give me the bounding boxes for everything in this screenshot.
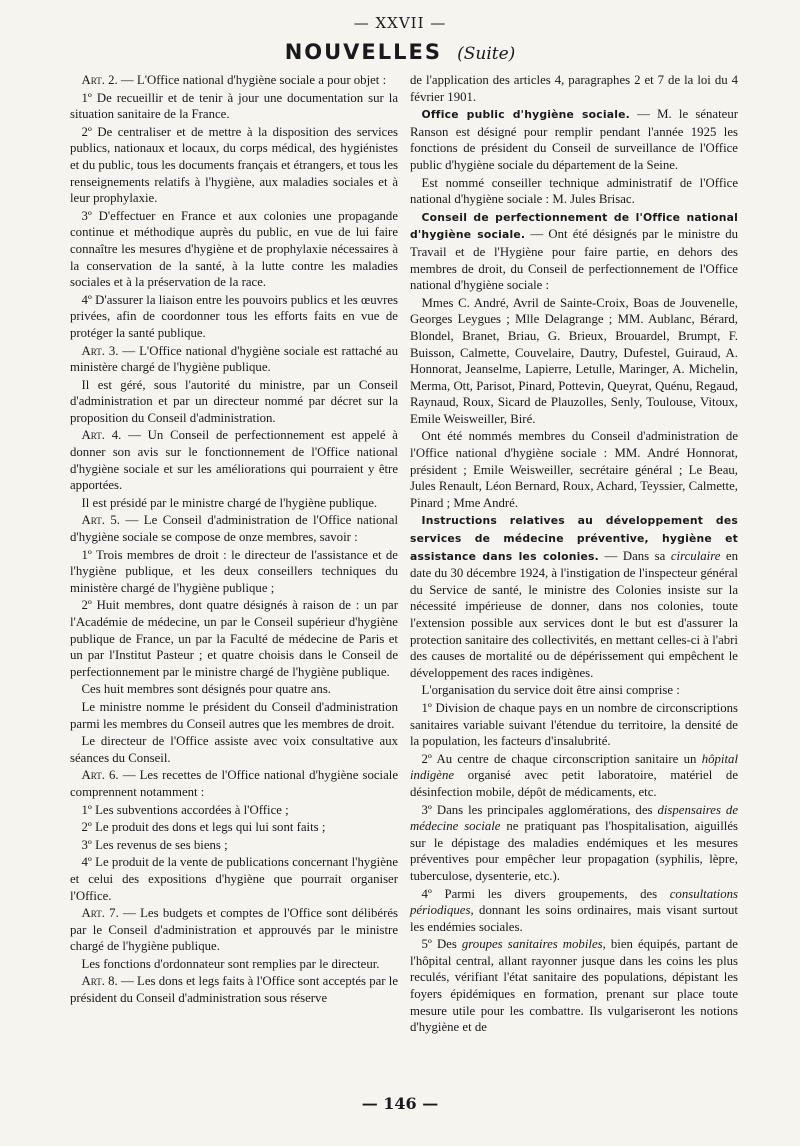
right-column: [410, 72, 738, 1037]
organisation-item-2: 2º Au centre de chaque circonscription sanitaire un hôpital indigène organisé avec petit laboratoire, matériel de désinfection mobile, dépôt de médicaments, etc.: [410, 751, 738, 799]
news-colonies-instructions: Instructions relatives au développement des services de médecine préventive, hygiène et assistance dans les colonies. — Dans sa circulaire en date du 30 décembre 1924, à l'instigation de l'inspecteur général du Service de santé, le ministre des Colonies insiste sur la nécessité impérieuse de donner, dans nos colonies, toute l'extension possible aux services dont le but est d'assurer la protection sanitaire des collectivités, en mettant celles-ci à l'abri des causes de mortalité ou de dépérissement qui empêchent le développement des races indigènes.: [410, 514, 739, 680]
news-brisac-appointment: Est nommé conseiller technique administratif de l'Office national d'hygiène sociale : M. Jules Brisac.: [410, 175, 738, 207]
organisation-item-1: 1º Division de chaque pays en un nombre de circonscriptions sanitaires variable suivant l'étendue du territoire, la densité de la population, les facteurs d'insalubrité.: [410, 700, 738, 749]
news-heading: Office public d'hygiène sociale.: [421, 108, 630, 122]
article-4: Art. 4. — Un Conseil de perfectionnement est appelé à donner son avis sur le fonctionnement de l'Office national d'hygiène sociale et sur les améliorations qui pourraient y être apportées.: [70, 428, 398, 493]
article-2-item-4: 4º D'assurer la liaison entre les pouvoirs publics et les œuvres privées, afin de coordonner tous les efforts faits en vue de protéger la santé publique.: [70, 292, 398, 340]
news-conseil-perfectionnement: Conseil de perfectionnement de l'Office national d'hygiène sociale. — Ont été désignés par le ministre du Travail et de l'Hygiène pour faire partie, en dehors des membres de droit, du Conseil de perfectionnement de l'Office national d'hygiène sociale :: [410, 210, 738, 293]
section-title: [0, 40, 800, 64]
article-2-item-3: 3º D'effectuer en France et aux colonies une propagande continue et méthodique auprès du public, en vue de lui faire connaître les mesures d'hygiène et de prophylaxie nécessaires à la conservation de la santé, à la lutte contre les maladies sociales et à la préservation de la race.: [70, 208, 398, 290]
roman-page-numeral: — XXVII —: [353, 14, 447, 32]
article-8: Art. 8. — Les dons et legs faits à l'Office sont acceptés par le président du Conseil d'administration sous réserve: [70, 974, 399, 1006]
article-6: Art. 6. — Les recettes de l'Office national d'hygiène sociale comprennent notamment :: [70, 768, 398, 799]
administration-members: Ont été nommés membres du Conseil d'administration de l'Office national d'hygiène sociale : MM. André Honnorat, président ; Emile Weisweiller, secrétaire général ; Le Beau, Jules Renault, Léon Bernard, Roux, Achard, Teyssier, Calmette, Pinard ; Mme André.: [410, 429, 738, 510]
article-8-continuation: de l'application des articles 4, paragraphes 2 et 7 de la loi du 4 février 1901.: [410, 73, 738, 104]
section-title-main: NOUVELLES: [284, 40, 442, 64]
left-column: [70, 72, 398, 1008]
article-2: Art. 2. — L'Office national d'hygiène sociale a pour objet :: [81, 73, 387, 87]
article-5-paragraph-3: Ces huit membres sont désignés pour quatre ans.: [81, 682, 332, 697]
article-2-item-1: 1º De recueillir et de tenir à jour une documentation sur la situation sanitaire de la France.: [70, 90, 398, 122]
article-5-item-1: 1º Trois membres de droit : le directeur de l'assistance et de l'hygiène publique, et les deux conseillers techniques du ministère chargé de l'hygiène publique ;: [70, 547, 398, 595]
members-list: Mmes C. André, Avril de Sainte-Croix, Boas de Jouvenelle, Georges Leygues ; Mlle Delagrange ; MM. Aublanc, Bérard, Blondel, Branet, Briau, G. Brieux, Brouardel, Brumpt, F. Buisson, Calmette, Couvelaire, Dautry, Dufestel, Guiraud, A. Honnorat, Jeanselme, Lapierre, Letulle, Maringer, A. Michelin, Merma, Ott, Parisot, Pinard, Pottevin, Queyrat, Quénu, Regaud, Raynaud, Roux, Sicard de Plauzolles, Senly, Toulouse, Vitoux, Emile Weisweiller, Biré.: [410, 295, 738, 426]
article-2-item-2: 2º De centraliser et de mettre à la disposition des services publics, nationaux et locaux, du corps médical, des hygiénistes et du public, tous les documents français et étrangers, et tous les renseignements relatifs à l'hygiène, aux maladies sociales et à leur prophylaxie.: [70, 124, 399, 206]
news-heading: Instructions relatives au développement des services de médecine préventive, hygiène et assistance dans les colonies.: [410, 514, 738, 563]
organisation-item-4: 4º Parmi les divers groupements, des consultations périodiques, donnant les soins ordinaires, mais visant surtout les endémies sociales.: [410, 886, 738, 934]
organisation-item-5: 5º Des groupes sanitaires mobiles, bien équipés, partant de l'hôpital central, allant rayonner jusque dans les coins les plus reculés, vérifiant l'état sanitaire des populations, dépistant les foyers épidémiques en formation, prenant sur place toute mesure utile pour les combattre. Ils vulgariseront les notions d'hygiène et de: [410, 937, 738, 1035]
article-3-paragraph: Il est géré, sous l'autorité du ministre, par un Conseil d'administration et par un directeur nommé par décret sur la proposition du Conseil d'administration.: [70, 377, 398, 425]
article-4-paragraph: Il est présidé par le ministre chargé de l'hygiène publique.: [81, 495, 378, 510]
organisation-item-3: 3º Dans les principales agglomérations, des dispensaires de médecine sociale ne pratiquant pas l'hospitalisation, aiguillés sur le dépistage des maladies endémiques et les mesures préventives pour empêcher leur propagation (syphilis, lèpre, tuberculose, dysenterie, etc.).: [410, 802, 738, 883]
article-6-item-4: 4º Le produit de la vente de publications concernant l'hygiène et celui des expositions d'hygiène que pourrait organiser l'Office.: [70, 855, 398, 903]
article-6-item-2: 2º Le produit des dons et legs qui lui sont faits ;: [81, 820, 326, 835]
news-office-public: Office public d'hygiène sociale. — M. le sénateur Ranson est désigné pour remplir pendant l'année 1925 les fonctions de président du Conseil de surveillance de l'Office public d'hygiène sociale du département de la Seine.: [410, 107, 738, 172]
organisation-intro: L'organisation du service doit être ainsi comprise :: [421, 683, 680, 698]
page-number: — 146 —: [361, 1094, 439, 1113]
section-title-suffix: (Suite): [457, 44, 516, 64]
article-5: Art. 5. — Le Conseil d'administration de l'Office national d'hygiène sociale se compose de onze membres, savoir :: [70, 513, 398, 545]
article-5-item-2: 2º Huit membres, dont quatre désignés à raison de : un par l'Académie de médecine, un par le Conseil supérieur d'hygiène publique de France, un par la Faculté de médecine de Paris et un par l'Institut Pasteur ; et quatre choisis dans le Conseil de perfectionnement par le ministre chargé de l'hygiène publique.: [70, 598, 398, 679]
article-6-item-3: 3º Les revenus de ses biens ;: [81, 837, 228, 852]
article-7: Art. 7. — Les budgets et comptes de l'Office sont délibérés par le Conseil d'administration et approuvés par le ministre chargé de l'hygiène publique.: [70, 906, 398, 954]
article-5-paragraph-4: Le ministre nomme le président du Conseil d'administration parmi les membres du Conseil autres que les membres de droit.: [70, 699, 398, 731]
article-6-item-1: 1º Les subventions accordées à l'Office ;: [81, 802, 289, 817]
news-heading: Conseil de perfectionnement de l'Office national d'hygiène sociale.: [410, 210, 738, 242]
article-3: Art. 3. — L'Office national d'hygiène sociale est rattaché au ministère chargé de l'hygiène publique.: [70, 343, 398, 375]
article-5-paragraph-5: Le directeur de l'Office assiste avec voix consultative aux séances du Conseil.: [70, 734, 398, 765]
article-7-paragraph: Les fonctions d'ordonnateur sont remplies par le directeur.: [81, 956, 380, 971]
